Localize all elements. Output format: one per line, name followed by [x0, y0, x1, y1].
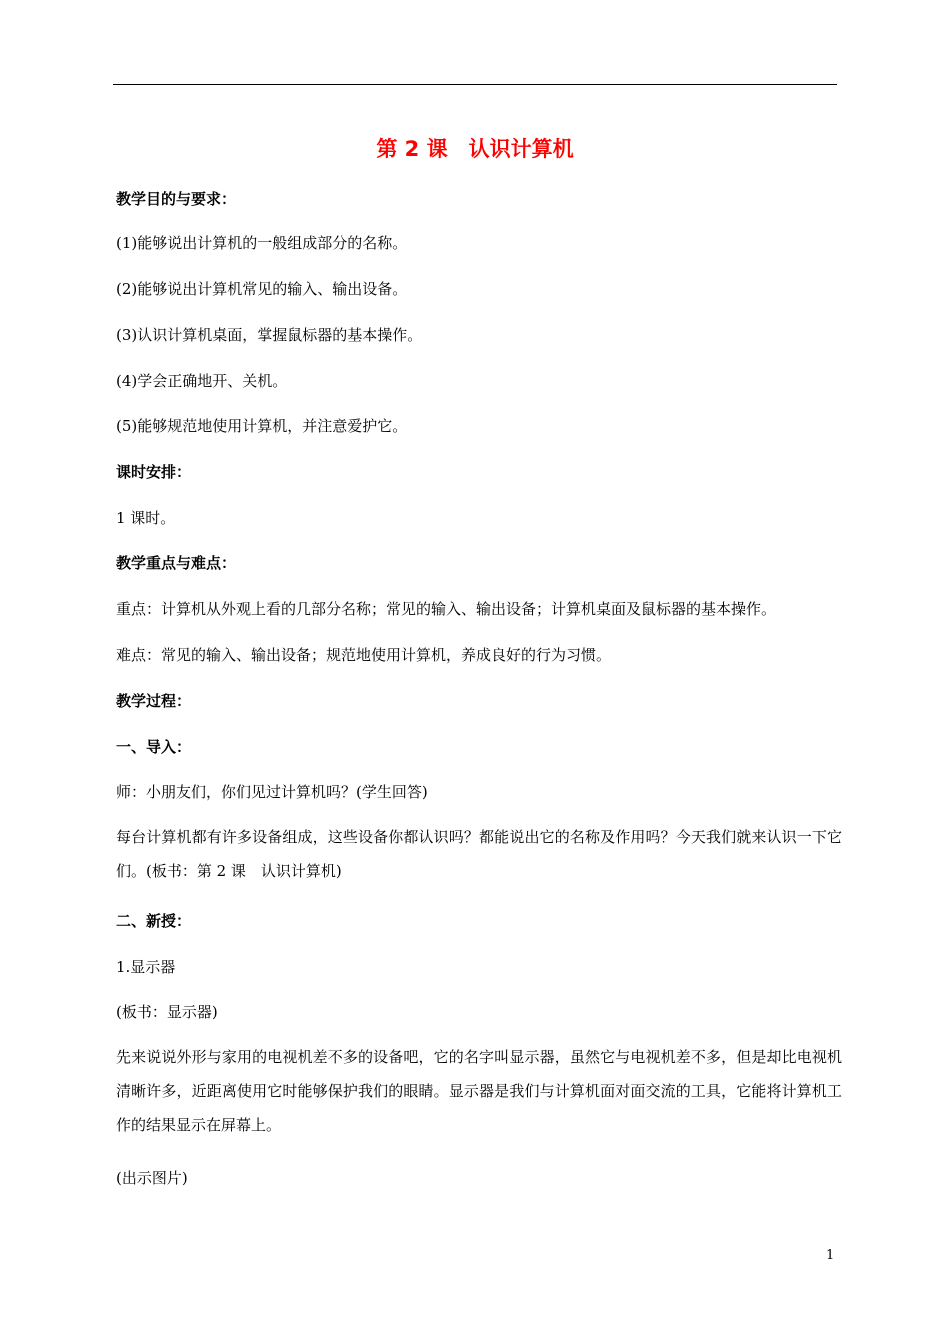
show-picture-note: (出示图片) [116, 1169, 188, 1187]
objective-item-4: (4)学会正确地开、关机。 [116, 372, 288, 390]
key-point-text: 重点：计算机从外观上看的几部分名称；常见的输入、输出设备；计算机桌面及鼠标器的基本操作。 [116, 600, 777, 618]
objectives-heading: 教学目的与要求： [116, 190, 237, 208]
monitor-paragraph: 先来说说外形与家用的电视机差不多的设备吧，它的名字叫显示器，虽然它与电视机差不多，但是却比电视机清晰许多，近距离使用它时能够保护我们的眼睛。显示器是我们与计算机面对面交流的工具，它能将计算机工作的结果显示在屏幕上。 [116, 1048, 842, 1134]
schedule-text: 1 课时。 [116, 509, 176, 527]
objective-item-1: (1)能够说出计算机的一般组成部分的名称。 [116, 234, 408, 252]
header-rule [113, 84, 837, 85]
schedule-heading: 课时安排： [116, 463, 192, 481]
objective-item-3: (3)认识计算机桌面，掌握鼠标器的基本操作。 [116, 326, 423, 344]
intro-paragraph: 每台计算机都有许多设备组成，这些设备你都认识吗？都能说出它的名称及作用吗？今天我们就来认识一下它们。(板书：第 2 课 认识计算机) [116, 828, 842, 880]
process-heading: 教学过程： [116, 692, 192, 710]
objective-item-2: (2)能够说出计算机常见的输入、输出设备。 [116, 280, 408, 298]
difficult-point-text: 难点：常见的输入、输出设备；规范地使用计算机，养成良好的行为习惯。 [116, 646, 612, 664]
new-lesson-heading: 二、新授： [116, 912, 192, 930]
intro-heading: 一、导入： [116, 738, 192, 756]
page-number: 1 [826, 1248, 835, 1263]
keypoints-heading: 教学重点与难点： [116, 554, 237, 572]
objective-item-5: (5)能够规范地使用计算机，并注意爱护它。 [116, 417, 408, 435]
board-note-monitor: (板书：显示器) [116, 1003, 218, 1021]
intro-teacher-line: 师：小朋友们，你们见过计算机吗？(学生回答) [116, 783, 428, 801]
lesson-title: 第 2 课 认识计算机 [376, 137, 574, 161]
item-monitor: 1.显示器 [116, 958, 176, 976]
